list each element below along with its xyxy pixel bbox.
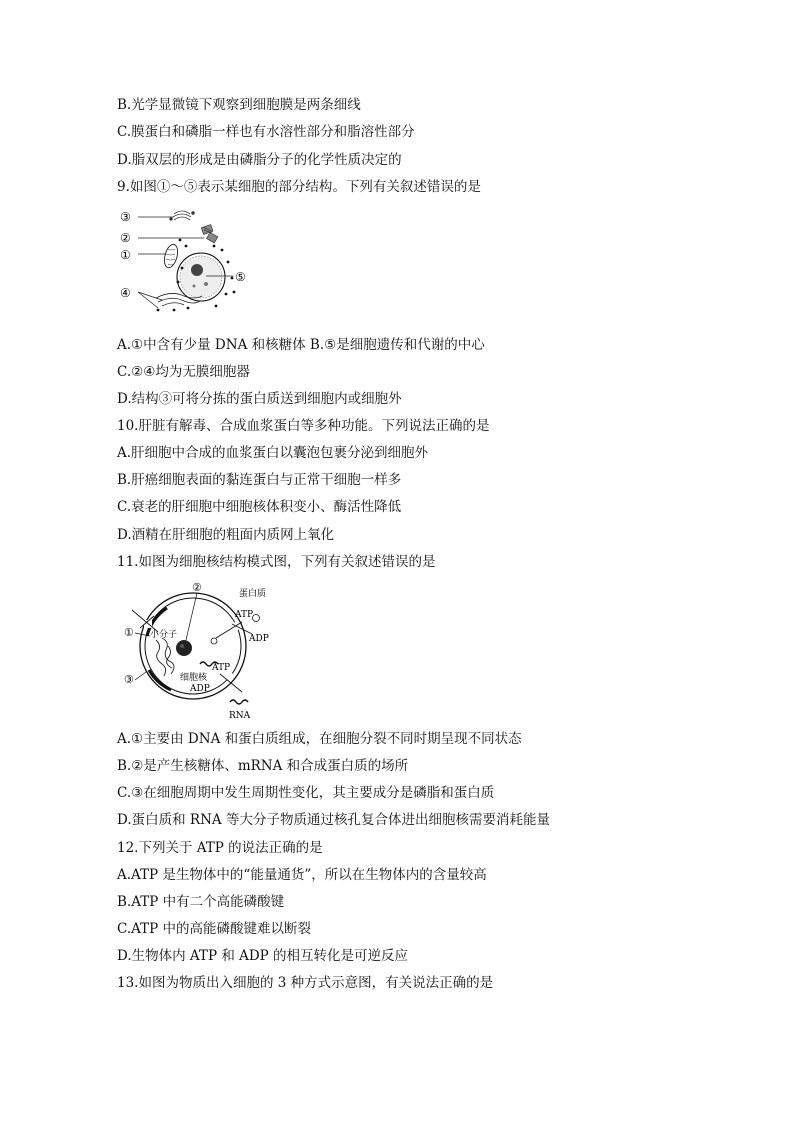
q12-option-d: D.生物体内 ATP 和 ADP 的相互转化是可逆反应 (117, 948, 409, 964)
q10-option-c: C.衰老的肝细胞中细胞核体积变小、酶活性降低 (117, 499, 402, 515)
option-b-q8: B.光学显微镜下观察到细胞膜是两条细线 (117, 97, 361, 113)
option-c-q8: C.膜蛋白和磷脂一样也有水溶性部分和脂溶性部分 (117, 124, 415, 140)
q9-options-ab: A.①中含有少量 DNA 和核糖体 B.⑤是细胞遗传和代谢的中心 (117, 337, 485, 353)
fig1-label-4: ④ (120, 286, 131, 300)
fig1-label-5: ⑤ (235, 270, 246, 284)
question-9: 9.如图①～⑤表示某细胞的部分结构。下列有关叙述错误的是 (117, 179, 481, 195)
question-10: 10.肝脏有解毒、合成血浆蛋白等多种功能。下列说法正确的是 (117, 418, 490, 434)
fig2-label-protein: 蛋白质 (239, 589, 267, 599)
q11-option-c: C.③在细胞周期中发生周期性变化，其主要成分是磷脂和蛋白质 (117, 785, 495, 801)
option-d-q8: D.脂双层的形成是由磷脂分子的化学性质决定的 (117, 152, 402, 168)
q11-option-a: A.①主要由 DNA 和蛋白质组成，在细胞分裂不同时期呈现不同状态 (117, 731, 522, 747)
question-13: 13.如图为物质出入细胞的 3 种方式示意图，有关说法正确的是 (117, 975, 494, 991)
fig2-label-adp-top: ADP (249, 634, 269, 644)
q12-option-c: C.ATP 中的高能磷酸键难以断裂 (117, 921, 312, 937)
q12-option-b: B.ATP 中有二个高能磷酸键 (117, 894, 285, 910)
fig1-label-1: ① (120, 248, 131, 262)
fig2-label-2: ② (192, 581, 202, 594)
question-12: 12.下列关于 ATP 的说法正确的是 (117, 840, 323, 856)
q11-option-d: D.蛋白质和 RNA 等大分子物质通过核孔复合体进出细胞核需要消耗能量 (117, 812, 550, 828)
q10-option-b: B.肝癌细胞表面的黏连蛋白与正常干细胞一样多 (117, 472, 402, 488)
fig2-label-nucleus: 细胞核 (180, 673, 208, 683)
q10-option-a: A.肝细胞中合成的血浆蛋白以囊泡包裹分泌到细胞外 (117, 445, 429, 461)
q10-option-d: D.酒精在肝细胞的粗面内质网上氧化 (117, 527, 335, 543)
nucleus-structure-figure (118, 580, 278, 722)
fig1-label-3: ③ (120, 210, 131, 224)
fig2-label-adp-bottom: ADP (190, 684, 210, 694)
q12-option-a: A.ATP 是生物体中的“能量通货”，所以在生物体内的含量较高 (117, 867, 487, 883)
fig2-label-atp-bottom: ATP (212, 663, 231, 673)
fig2-label-rna: RNA (229, 711, 251, 721)
fig2-label-3: ③ (124, 673, 134, 686)
q9-option-d: D.结构③可将分拣的蛋白质送到细胞内或细胞外 (117, 391, 402, 407)
q11-option-b: B.②是产生核糖体、mRNA 和合成蛋白质的场所 (117, 758, 409, 774)
question-11: 11.如图为细胞核结构模式图，下列有关叙述错误的是 (117, 554, 436, 570)
fig1-label-2: ② (120, 231, 131, 245)
fig2-label-1: ① (124, 626, 134, 639)
fig2-label-small-molecule: 小分子 (150, 630, 178, 640)
cell-structure-figure (118, 206, 258, 318)
q9-option-c: C.②④均为无膜细胞器 (117, 364, 250, 380)
fig2-label-atp-top: ATP (235, 610, 254, 620)
